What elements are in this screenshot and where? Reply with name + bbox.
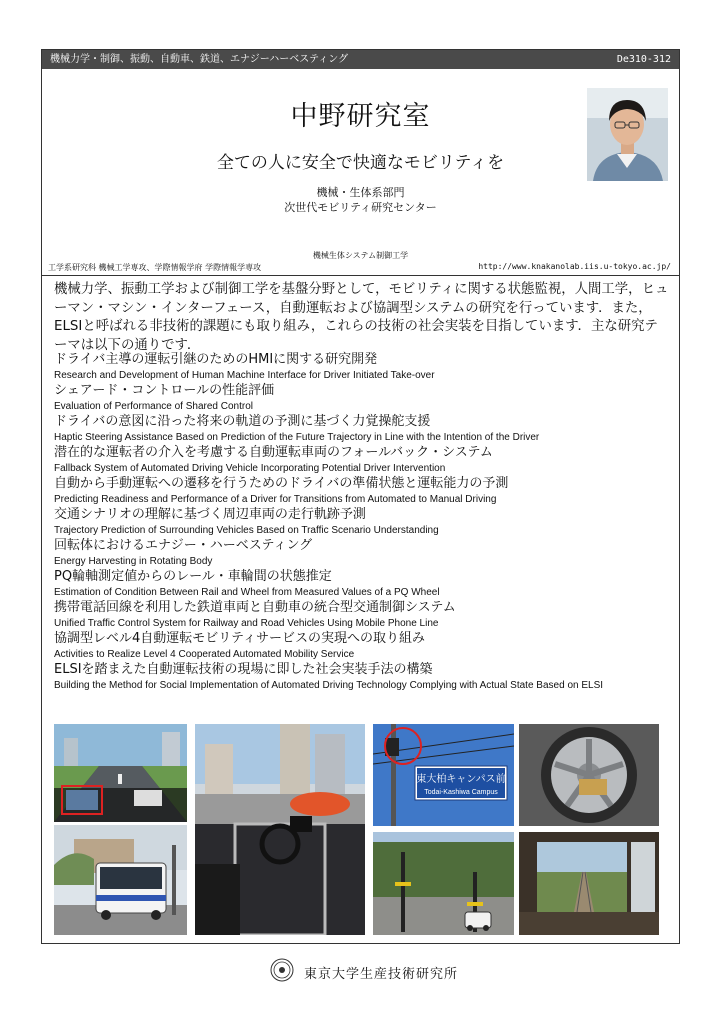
topic-item: [54, 414, 676, 445]
topic-jp: PQ輪軸測定値からのレール・車輪間の状態推定: [54, 569, 332, 584]
topic-en: Fallback System of Automated Driving Vehicle Incorporating Potential Driver Intervention: [54, 463, 446, 474]
topic-en: Activities to Realize Level 4 Cooperated Automated Mobility Service: [54, 649, 355, 660]
topic-jp: シェアード・コントロールの性能評価: [54, 383, 275, 398]
topic-jp: 協調型レベル4自動運転モビリティサービスの実現への取り組み: [54, 631, 425, 646]
topic-item: [54, 507, 676, 538]
topic-jp: ELSIを踏まえた自動運転技術の現場に即した社会実装手法の構築: [54, 662, 433, 677]
category-text: 機械力学・制御、振動、自動車、鉄道、エナジーハーベスティング: [50, 54, 349, 65]
topic-en: Research and Development of Human Machine Interface for Driver Initiated Take-over: [54, 370, 435, 381]
topic-item: [54, 631, 676, 662]
topic-en: Estimation of Condition Between Rail and Wheel from Measured Values of a PQ Wheel: [54, 587, 440, 598]
sign-jp-text: 東大柏キャンパス前: [416, 774, 506, 785]
wheel-harvester-photo: [519, 724, 659, 826]
automated-bus-photo: [54, 825, 187, 935]
department-name: 機械・生体系部門: [316, 186, 405, 199]
steering-simulator-photo: [195, 724, 365, 935]
topic-jp: ドライバの意図に沿った将来の軌道の予測に基づく力覚操舵支援: [54, 414, 431, 429]
topic-en: Evaluation of Performance of Shared Control: [54, 401, 253, 412]
sign-en-text: Todai-Kashiwa Campus: [424, 789, 498, 796]
room-code: De310-312: [616, 54, 671, 65]
topic-item: [54, 600, 676, 631]
topic-item: [54, 445, 676, 476]
topic-item: [54, 352, 676, 383]
topic-item: [54, 476, 676, 507]
topic-en: Haptic Steering Assistance Based on Prediction of the Future Trajectory in Line with the Intention of the Driver: [54, 432, 540, 443]
topic-en: Predicting Readiness and Performance of a Driver for Transitions from Automated to Manual Driving: [54, 494, 497, 505]
traffic-signal-photo: [373, 724, 514, 826]
topic-item: [54, 662, 676, 693]
category-bar: [42, 50, 679, 69]
topic-item: [54, 538, 676, 569]
university-seal-icon: [270, 958, 294, 982]
center-name: 次世代モビリティ研究センター: [284, 201, 437, 214]
topic-item: [54, 383, 676, 414]
topic-en: Building the Method for Social Implementation of Automated Driving Technology Complying with Actual State Based on ELSI: [54, 680, 604, 691]
graduate-school: 工学系研究科 機械工学専攻、学際情報学府 学際情報学専攻: [48, 263, 262, 272]
topic-jp: 交通シナリオの理解に基づく周辺車両の走行軌跡予測: [54, 507, 366, 522]
topic-jp: 携帯電話回線を利用した鉄道車両と自動車の統合型交通制御システム: [54, 600, 456, 615]
railway-cab-photo: [519, 832, 659, 935]
institute-footer: [270, 958, 470, 986]
topic-list: [54, 352, 676, 693]
topic-en: Unified Traffic Control System for Railway and Road Vehicles Using Mobile Phone Line: [54, 618, 439, 629]
topic-item: [54, 569, 676, 600]
lab-name: 中野研究室: [290, 101, 431, 132]
poster-frame: [41, 49, 680, 944]
department-info: [42, 185, 679, 215]
research-field: 機械生体システム制御工学: [312, 251, 409, 260]
topic-en: Trajectory Prediction of Surrounding Vehicles Based on Traffic Scenario Understanding: [54, 525, 439, 536]
lab-url[interactable]: http://www.knakanolab.iis.u-tokyo.ac.jp/: [478, 262, 671, 271]
topic-en: Energy Harvesting in Rotating Body: [54, 556, 213, 567]
driving-simulator-photo: [54, 724, 187, 822]
lab-slogan: 全ての人に安全で快適なモビリティを: [216, 153, 505, 173]
institute-name: 東京大学生産技術研究所: [304, 967, 459, 982]
topic-jp: ドライバ主導の運転引継のためのHMIに関する研究開発: [54, 352, 378, 367]
topic-jp: 自動から手動運転への遷移を行うためのドライバの準備状態と運転能力の予測: [54, 476, 509, 491]
professor-portrait: [587, 88, 668, 181]
intro-text: 機械力学、振動工学および制御工学を基盤分野として，モビリティに関する状態監視，人間工学，ヒューマン・マシン・インターフェース，自動運転および協調型システムの研究を行っています．また，ELSIと呼ばれる非技術的課題にも取り組み，これらの技術の社会実装を目指しています．主な研究テーマは以下の通りです．: [54, 282, 669, 353]
topic-jp: 潜在的な運転者の介入を考慮する自動運転車両のフォールバック・システム: [54, 445, 493, 460]
topic-jp: 回転体におけるエナジー・ハーベスティング: [54, 538, 313, 553]
divider: [42, 275, 679, 276]
railroad-crossing-photo: [373, 832, 514, 935]
